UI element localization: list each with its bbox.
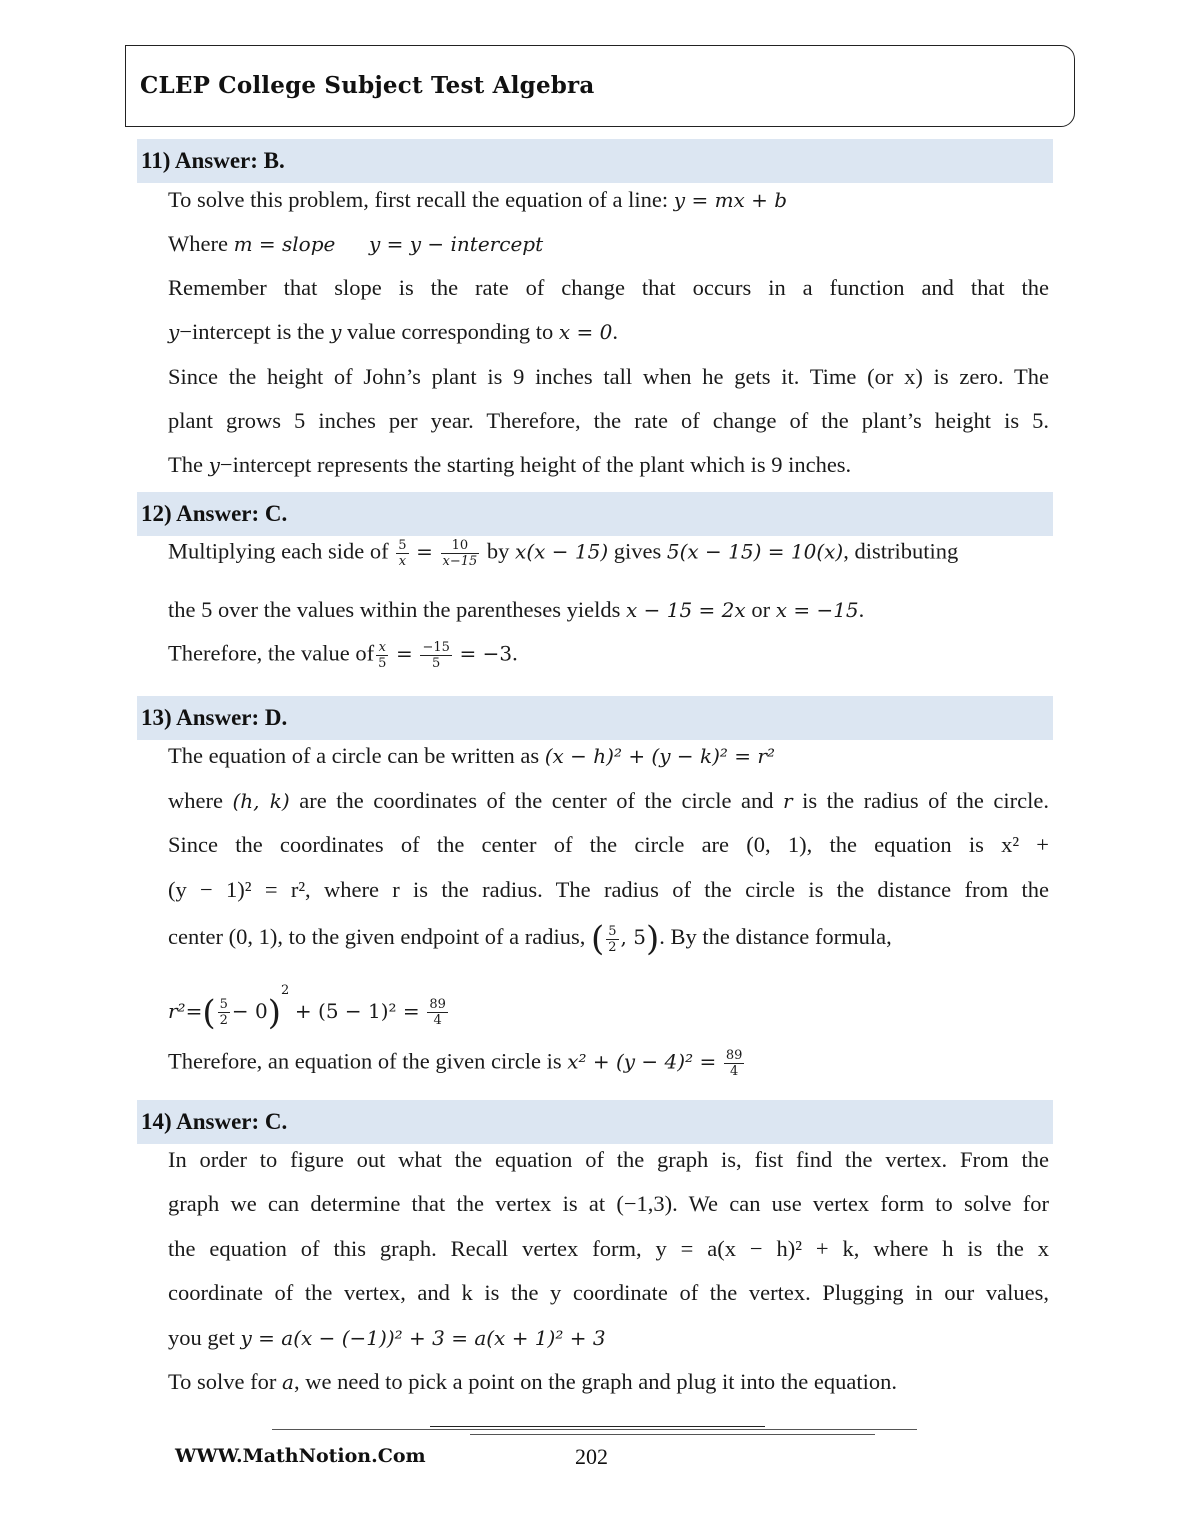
q11-line-3: Remember that slope is the rate of change that occurs in a function and that the bbox=[168, 275, 1049, 300]
q13-line-7 bbox=[168, 1048, 746, 1079]
numerator: 10 bbox=[441, 538, 480, 554]
q11-line-7 bbox=[168, 452, 851, 478]
footer-rule bbox=[430, 1426, 765, 1427]
answer-12-heading: 12) Answer: C. bbox=[137, 492, 1053, 536]
page-title: CLEP College Subject Test Algebra bbox=[140, 72, 595, 99]
text: Therefore, the value of bbox=[168, 640, 375, 666]
denominator: 4 bbox=[729, 1064, 739, 1079]
math: , 5 bbox=[620, 925, 646, 950]
text: To solve this problem, first recall the equation of a line: bbox=[168, 187, 669, 212]
math: (x − h)² + (y − k)² = r² bbox=[544, 744, 775, 768]
fraction bbox=[396, 538, 408, 569]
math: y = a(x − (−1))² + 3 = a(x + 1)² + 3 bbox=[240, 1326, 606, 1350]
q11-line-5: Since the height of John’s plant is 9 inches tall when he gets it. Time (or x) is zero. The bbox=[168, 364, 1049, 389]
q12-line-2 bbox=[168, 597, 864, 623]
numerator: 89 bbox=[725, 1048, 743, 1063]
q13-line-5 bbox=[168, 919, 892, 959]
text: The bbox=[168, 452, 203, 477]
text: . By the distance formula, bbox=[659, 924, 892, 950]
math: r²= bbox=[168, 999, 203, 1023]
text: Where bbox=[168, 231, 228, 256]
math: − 0 bbox=[231, 999, 268, 1023]
math: y = y − intercept bbox=[368, 232, 544, 256]
denominator: 4 bbox=[433, 1013, 442, 1029]
text: or bbox=[751, 597, 771, 622]
text: center (0, 1), to the given endpoint of a radius, bbox=[168, 924, 586, 950]
page-number: 202 bbox=[575, 1444, 608, 1469]
text: . bbox=[612, 319, 618, 344]
text: −intercept is the bbox=[179, 319, 325, 344]
denominator: 5 bbox=[378, 656, 387, 671]
math: = −3 bbox=[459, 641, 513, 666]
numerator: x bbox=[376, 640, 388, 656]
q12-line-3 bbox=[168, 640, 518, 671]
math: x = −15 bbox=[775, 598, 859, 622]
equals: = bbox=[396, 641, 413, 666]
denominator: x−15 bbox=[442, 554, 478, 569]
equals: = bbox=[416, 539, 433, 564]
text: where bbox=[168, 788, 223, 813]
text: Therefore, an equation of the given circle is bbox=[168, 1048, 562, 1074]
denominator: x bbox=[398, 554, 407, 569]
fraction bbox=[218, 997, 230, 1028]
numerator: 89 bbox=[429, 997, 446, 1013]
text: by bbox=[486, 538, 510, 564]
q14-line-1: In order to figure out what the equation of the graph is, fist find the vertex. From the bbox=[168, 1147, 1049, 1172]
q11-line-2 bbox=[168, 231, 543, 257]
q12-line-1 bbox=[168, 538, 958, 569]
numerator: 5 bbox=[608, 923, 617, 939]
fraction bbox=[441, 538, 480, 569]
paren: ( bbox=[202, 992, 216, 1033]
text: gives bbox=[613, 538, 662, 564]
q14-line-6 bbox=[168, 1369, 897, 1395]
footer-rule bbox=[470, 1434, 875, 1435]
fraction bbox=[427, 997, 448, 1028]
text: you get bbox=[168, 1325, 235, 1350]
q13-line-4: (y − 1)² = r², where r is the radius. The radius of the circle is the distance from the bbox=[168, 877, 1049, 902]
paren: ( bbox=[591, 919, 605, 959]
q14-line-5 bbox=[168, 1325, 606, 1351]
text: Multiplying each side of bbox=[168, 538, 389, 564]
q13-line-3: Since the coordinates of the center of the circle are (0, 1), the equation is x² + bbox=[168, 832, 1049, 857]
fraction bbox=[376, 640, 388, 671]
math: m = slope bbox=[233, 232, 336, 256]
q13-line-2 bbox=[168, 788, 1049, 814]
math: y bbox=[330, 320, 342, 344]
q11-line-4 bbox=[168, 319, 618, 345]
text: The equation of a circle can be written as bbox=[168, 743, 540, 768]
denominator: 5 bbox=[432, 656, 441, 671]
math: 5(x − 15) = 10(x) bbox=[666, 539, 844, 564]
q11-line-1 bbox=[168, 187, 787, 213]
text: the 5 over the values within the parentheses yields bbox=[168, 597, 621, 622]
math: r bbox=[783, 789, 793, 813]
header-box bbox=[125, 45, 1075, 127]
text: value corresponding to bbox=[347, 319, 554, 344]
q13-line-1 bbox=[168, 743, 775, 769]
math: x = 0 bbox=[558, 320, 613, 344]
answer-13-heading: 13) Answer: D. bbox=[137, 696, 1053, 740]
text: −intercept represents the starting height of the plant which is 9 inches. bbox=[219, 452, 852, 477]
math: x² + (y − 4)² = bbox=[567, 1049, 717, 1074]
q13-line-6 bbox=[168, 983, 450, 1033]
q14-line-2: graph we can determine that the vertex is at (−1,3). We can use vertex form to solve for bbox=[168, 1191, 1049, 1216]
denominator: 2 bbox=[219, 1013, 228, 1029]
text: are the coordinates of the center of the circle and bbox=[299, 788, 774, 813]
math: a bbox=[282, 1370, 294, 1394]
text: . bbox=[512, 640, 518, 666]
answer-14-heading: 14) Answer: C. bbox=[137, 1100, 1053, 1144]
text: . bbox=[858, 597, 865, 622]
text: , we need to pick a point on the graph and plug it into the equation. bbox=[293, 1369, 897, 1394]
denominator: 2 bbox=[608, 939, 617, 955]
fraction bbox=[724, 1048, 745, 1079]
text: , distributing bbox=[843, 538, 959, 564]
math: y bbox=[208, 453, 220, 477]
text: is the radius of the circle. bbox=[802, 788, 1050, 813]
numerator: 5 bbox=[219, 997, 228, 1013]
q11-line-6: plant grows 5 inches per year. Therefore, the rate of change of the plant’s height is 5. bbox=[168, 408, 1049, 433]
fraction bbox=[420, 640, 451, 671]
math: + (5 − 1)² = bbox=[294, 999, 420, 1023]
q14-line-4: coordinate of the vertex, and k is the y coordinate of the vertex. Plugging in our values, bbox=[168, 1280, 1049, 1305]
answer-11-heading: 11) Answer: B. bbox=[137, 139, 1053, 183]
math: x − 15 = 2x bbox=[626, 598, 746, 622]
footer-site: WWW.MathNotion.Com bbox=[175, 1445, 426, 1467]
numerator: 5 bbox=[398, 538, 407, 553]
footer-rule bbox=[272, 1429, 917, 1430]
text: To solve for bbox=[168, 1369, 277, 1394]
paren: ) bbox=[267, 992, 281, 1033]
math: x(x − 15) bbox=[515, 539, 609, 564]
math: (h, k) bbox=[232, 789, 290, 813]
numerator: −15 bbox=[422, 640, 450, 655]
math: y = mx + b bbox=[673, 188, 788, 212]
paren: ) bbox=[646, 919, 660, 959]
math: y bbox=[168, 320, 180, 344]
q14-line-3: the equation of this graph. Recall vertex form, y = a(x − h)² + k, where h is the x bbox=[168, 1236, 1049, 1261]
exponent: 2 bbox=[281, 983, 290, 998]
fraction bbox=[606, 924, 618, 955]
